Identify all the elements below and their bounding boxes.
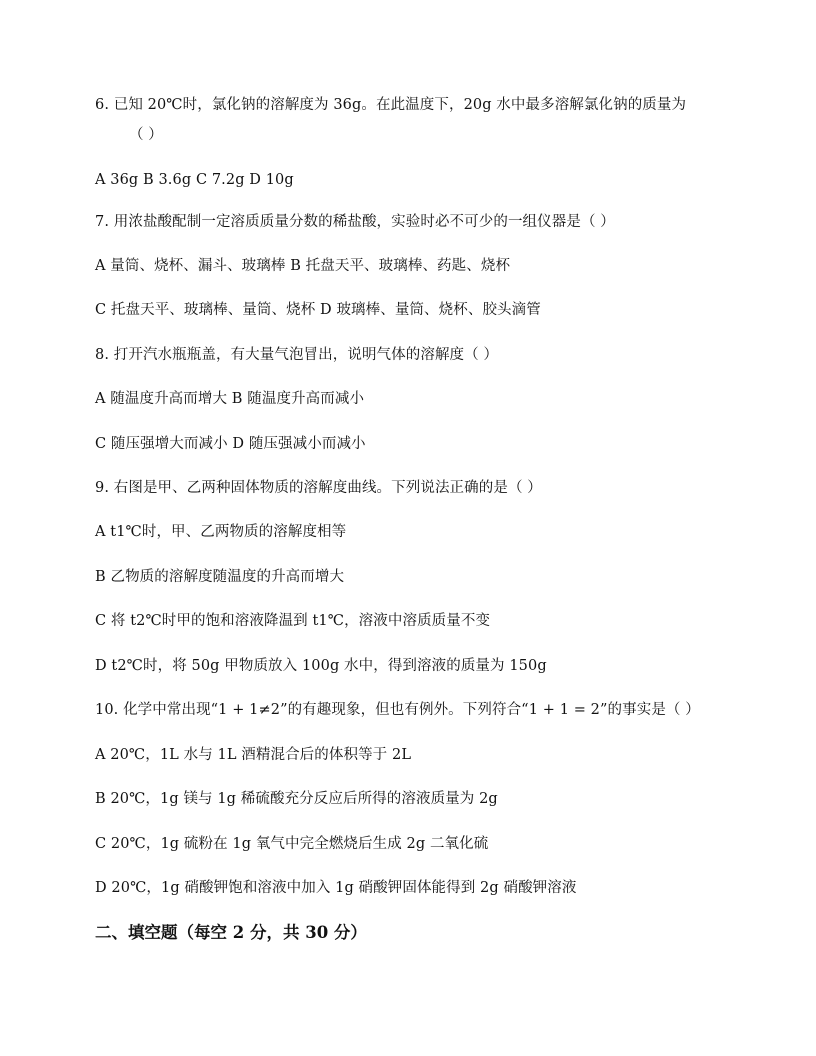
question-9-option-a: A t1℃时，甲、乙两物质的溶解度相等 xyxy=(95,524,347,540)
question-6-options: A 36g B 3.6g C 7.2g D 10g xyxy=(95,172,294,188)
section-title-fill-in-blanks: 二、填空题（每空 2 分，共 30 分） xyxy=(95,923,367,942)
question-10-stem: 10. 化学中常出现“1 + 1≠2”的有趣现象，但也有例外。下列符合“1 + 1 = 2”的事实是（ ） xyxy=(95,702,700,718)
question-8-stem: 8. 打开汽水瓶瓶盖，有大量气泡冒出，说明气体的溶解度（ ） xyxy=(95,347,499,363)
question-9-option-c: C 将 t2℃时甲的饱和溶液降温到 t1℃，溶液中溶质质量不变 xyxy=(95,613,491,629)
question-10-option-d: D 20℃，1g 硝酸钾饱和溶液中加入 1g 硝酸钾固体能得到 2g 硝酸钾溶液 xyxy=(95,880,577,896)
question-8-options-ab: A 随温度升高而增大 B 随温度升高而减小 xyxy=(95,391,365,407)
question-7-options-cd: C 托盘天平、玻璃棒、量筒、烧杯 D 玻璃棒、量筒、烧杯、胶头滴管 xyxy=(95,302,541,318)
question-9-option-d: D t2℃时，将 50g 甲物质放入 100g 水中，得到溶液的质量为 150g xyxy=(95,658,547,674)
question-9-option-b: B 乙物质的溶解度随温度的升高而增大 xyxy=(95,569,345,585)
question-8-options-cd: C 随压强增大而减小 D 随压强减小而减小 xyxy=(95,436,366,452)
question-6-stem: 6. 已知 20℃时，氯化钠的溶解度为 36g。在此温度下，20g 水中最多溶解氯化钠的质量为 xyxy=(95,97,687,113)
question-10-option-b: B 20℃，1g 镁与 1g 稀硫酸充分反应后所得的溶液质量为 2g xyxy=(95,791,498,807)
question-10-option-c: C 20℃，1g 硫粉在 1g 氧气中完全燃烧后生成 2g 二氧化硫 xyxy=(95,836,489,852)
question-6-stem-continued: （ ） xyxy=(129,127,163,143)
question-7-stem: 7. 用浓盐酸配制一定溶质质量分数的稀盐酸，实验时必不可少的一组仪器是（ ） xyxy=(95,214,615,230)
question-7-options-ab: A 量筒、烧杯、漏斗、玻璃棒 B 托盘天平、玻璃棒、药匙、烧杯 xyxy=(95,258,511,274)
question-10-option-a: A 20℃，1L 水与 1L 酒精混合后的体积等于 2L xyxy=(95,747,412,763)
question-9-stem: 9. 右图是甲、乙两种固体物质的溶解度曲线。下列说法正确的是（ ） xyxy=(95,480,542,496)
